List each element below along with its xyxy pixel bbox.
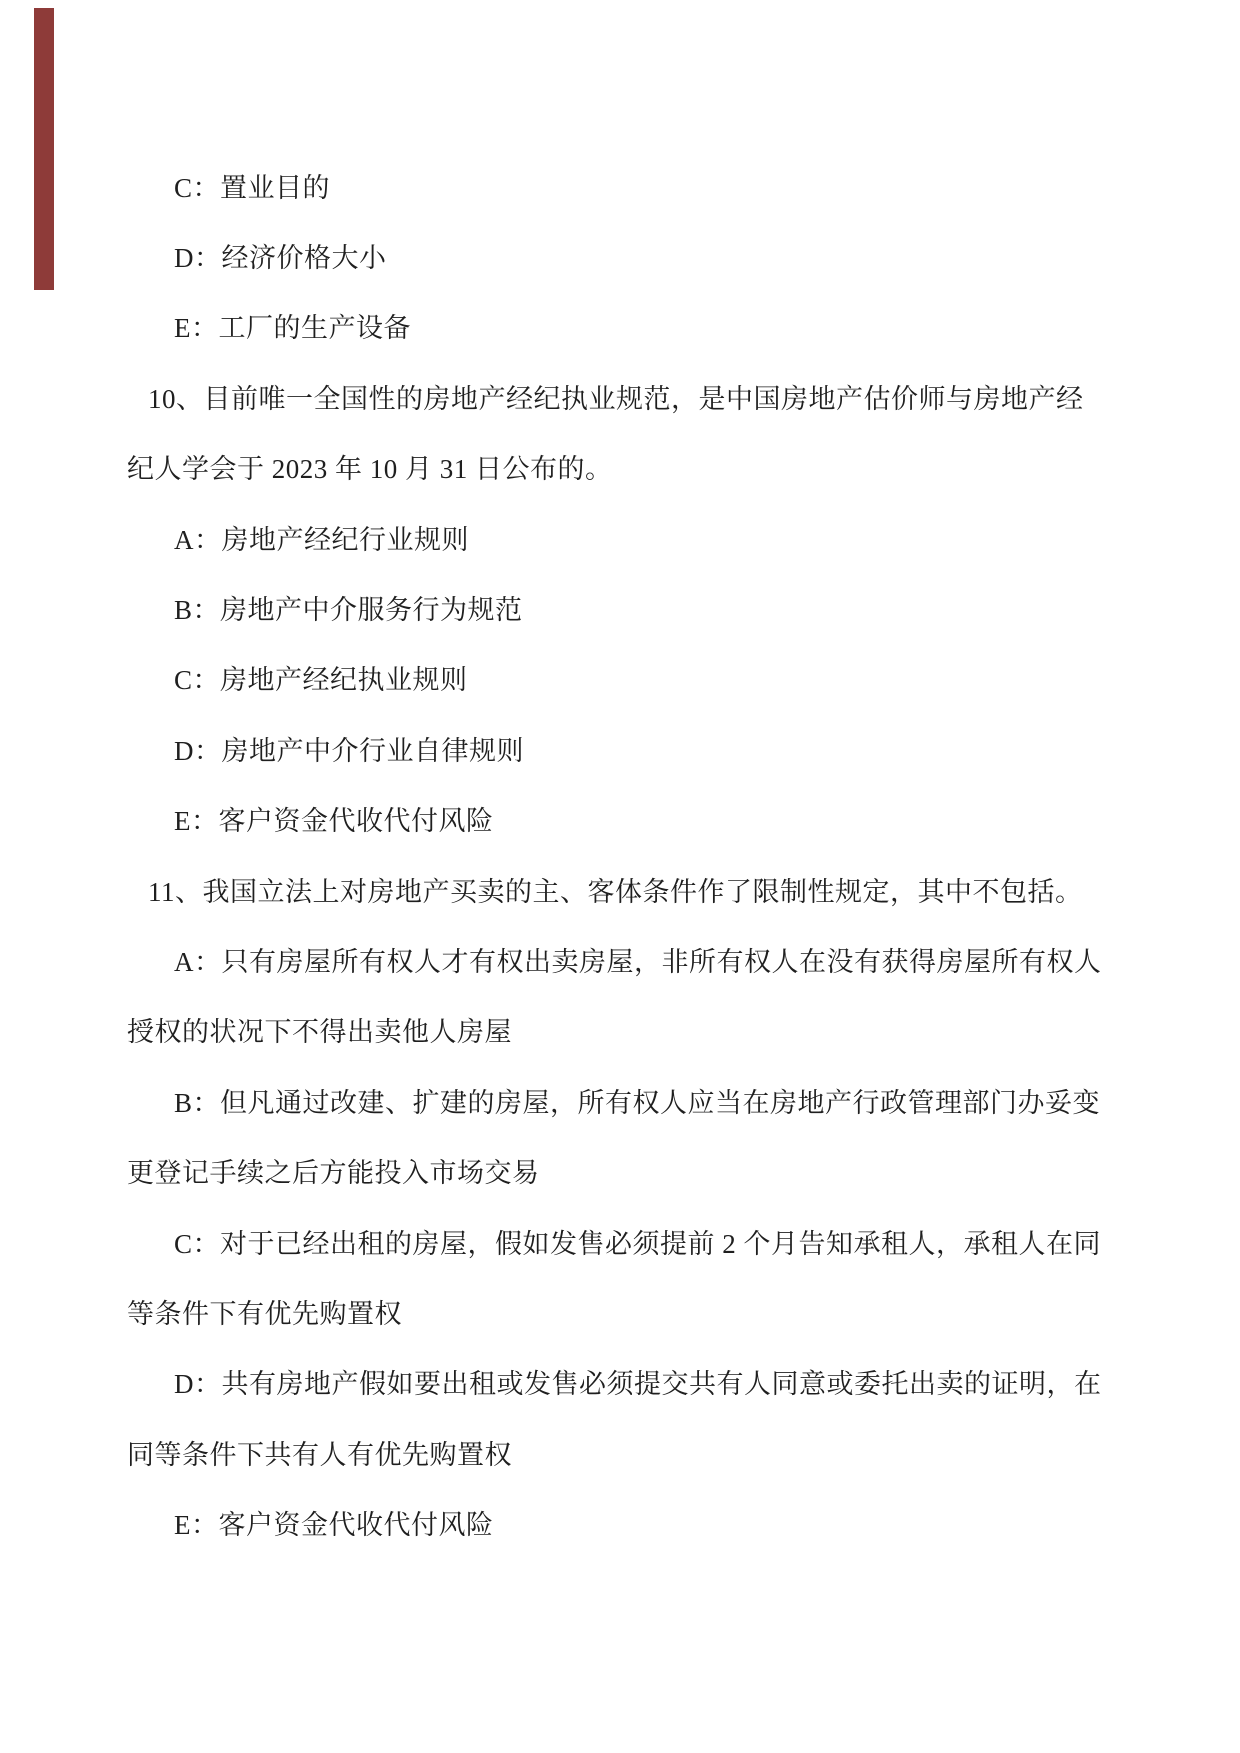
question-10-option-b: B：房地产中介服务行为规范 [174,595,523,626]
question-11-option-c-line-2: 等条件下有优先购置权 [127,1298,402,1329]
question-10-option-d: D：房地产中介行业自律规则 [174,735,524,766]
question-11-option-c-line-1: C：对于已经出租的房屋，假如发售必须提前 2 个月告知承租人，承租人在同 [174,1228,1102,1259]
prev-question-option-e: E：工厂的生产设备 [174,313,411,344]
question-10-stem-line-2: 纪人学会于 2023 年 10 月 31 日公布的。 [127,454,613,485]
question-11-option-b-line-2: 更登记手续之后方能投入市场交易 [127,1158,540,1189]
prev-question-option-c: C：置业目的 [174,172,331,203]
question-11-option-b-line-1: B：但凡通过改建、扩建的房屋，所有权人应当在房地产行政管理部门办妥变 [174,1087,1101,1118]
question-11-stem: 11、我国立法上对房地产买卖的主、客体条件作了限制性规定，其中不包括。 [148,876,1083,907]
question-10-stem-line-1: 10、目前唯一全国性的房地产经纪执业规范，是中国房地产估价师与房地产经 [148,383,1084,414]
question-11-option-a-line-2: 授权的状况下不得出卖他人房屋 [127,1017,512,1048]
question-10-option-e: E：客户资金代收代付风险 [174,806,494,837]
question-11-option-d-line-1: D：共有房地产假如要出租或发售必须提交共有人同意或委托出卖的证明，在 [174,1369,1102,1400]
prev-question-option-d: D：经济价格大小 [174,243,387,274]
question-11-option-d-line-2: 同等条件下共有人有优先购置权 [127,1439,512,1470]
question-11-option-a-line-1: A：只有房屋所有权人才有权出卖房屋，非所有权人在没有获得房屋所有权人 [174,946,1102,977]
question-11-option-e: E：客户资金代收代付风险 [174,1510,494,1541]
document-content [0,150,1240,1558]
question-10-option-a: A：房地产经纪行业规则 [174,524,469,555]
question-10-option-c: C：房地产经纪执业规则 [174,665,468,696]
